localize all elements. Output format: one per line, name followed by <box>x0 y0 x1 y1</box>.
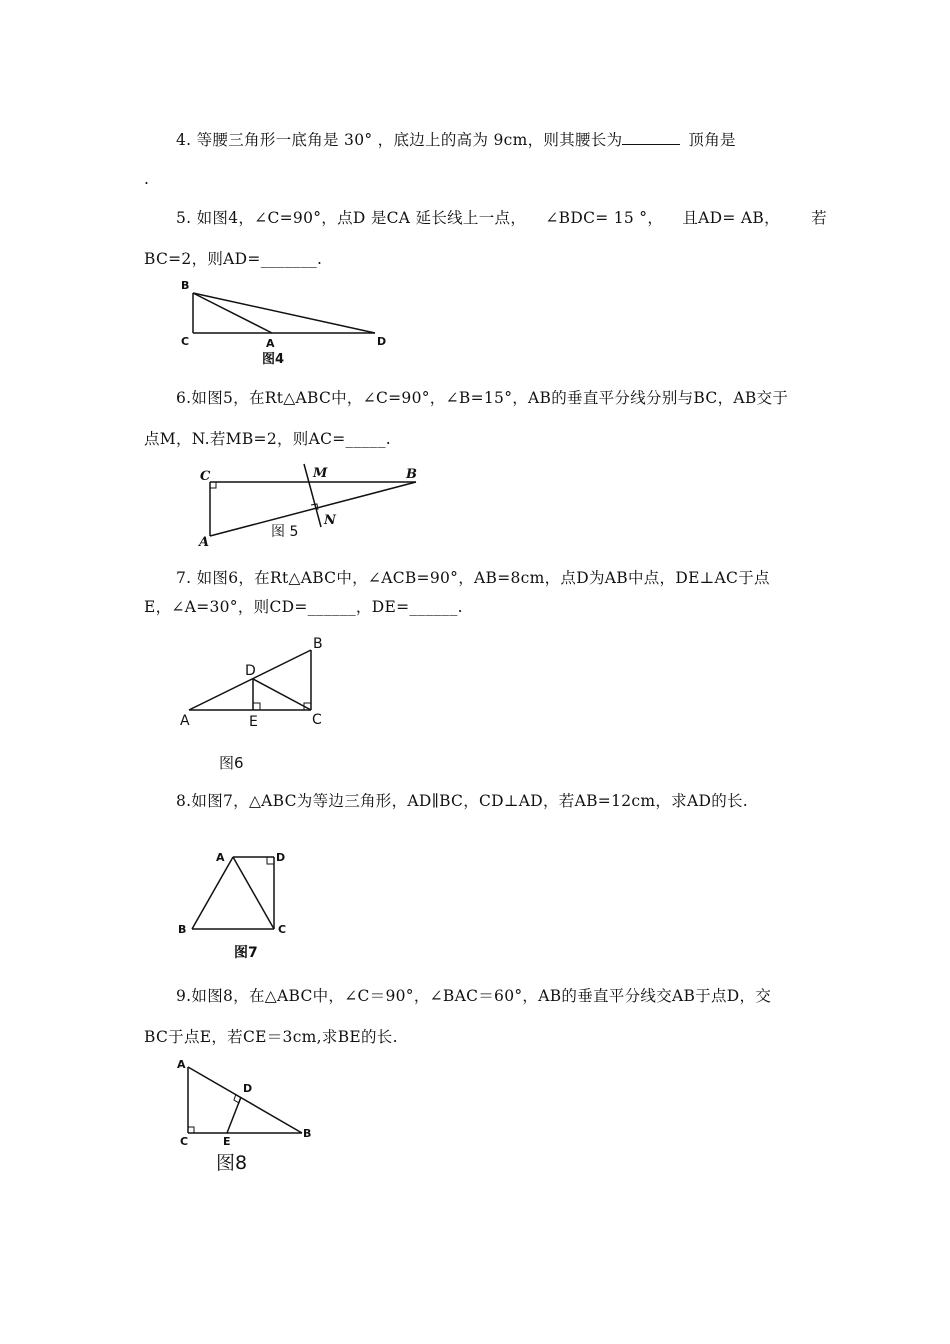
q4-text-b: 顶角是 <box>688 131 736 149</box>
fig5-label-c: C <box>200 469 211 484</box>
q5-line1-a: 5. 如图4，∠C=90°，点D 是CA 延长线上一点， <box>176 209 527 227</box>
q4-line1 <box>176 128 736 150</box>
fig6-label-a: A <box>180 713 190 729</box>
q6-line1: 6.如图5，在Rt△ABC中，∠C=90°，∠B=15°，AB的垂直平分线分别与BC，AB交于 <box>176 389 789 407</box>
fig7-label-d: D <box>276 851 286 864</box>
figure-8 <box>172 1053 332 1178</box>
q4-blank-leg <box>622 130 680 145</box>
fig7-label-b: B <box>178 923 187 936</box>
fig5-label-b: B <box>406 467 417 482</box>
q5-line2: BC=2，则AD=_______. <box>144 250 323 268</box>
fig8-caption: 图8 <box>216 1152 248 1174</box>
fig6-label-b: B <box>313 636 323 652</box>
figure-5 <box>190 460 430 550</box>
fig8-label-c: C <box>180 1135 189 1148</box>
q5-line1-c: 且AD= AB， <box>682 209 780 227</box>
figure-4 <box>170 275 400 370</box>
q6-line2: 点M，N.若MB=2，则AC=_____. <box>144 430 391 448</box>
fig6-label-d: D <box>245 663 256 679</box>
fig8-label-b: B <box>303 1127 312 1140</box>
fig5-caption: 图 5 <box>271 524 299 540</box>
fig7-label-a: A <box>216 851 225 864</box>
q7-line1: 7. 如图6，在Rt△ABC中，∠ACB=90°，AB=8cm，点D为AB中点，DE⊥AC于点 <box>176 569 770 587</box>
fig4-label-d: D <box>377 335 387 348</box>
fig4-caption: 图4 <box>262 352 285 367</box>
q5-line1-b: ∠BDC= 15 °， <box>545 209 664 227</box>
fig7-label-c: C <box>278 923 287 936</box>
fig8-label-d: D <box>243 1082 253 1095</box>
fig8-label-a: A <box>177 1058 186 1071</box>
fig7-caption: 图7 <box>234 945 258 961</box>
q9-line2: BC于点E，若CE＝3cm,求BE的长. <box>144 1028 398 1046</box>
fig4-label-c: C <box>181 335 190 348</box>
q4-text-a: 4. 等腰三角形一底角是 30° ，底边上的高为 9cm，则其腰长为 <box>176 131 623 149</box>
q7-line2: E，∠A=30°，则CD=______，DE=______. <box>144 598 463 616</box>
q8-line1: 8.如图7，△ABC为等边三角形，AD∥BC，CD⊥AD，若AB=12cm，求AD的长. <box>176 792 749 810</box>
figure-7 <box>172 845 302 965</box>
q9-line1: 9.如图8，在△ABC中，∠C＝90°，∠BAC＝60°，AB的垂直平分线交AB于点D，交 <box>176 987 772 1005</box>
q4-line2: . <box>144 170 150 188</box>
fig4-label-b: B <box>181 279 190 292</box>
fig4-label-a: A <box>266 337 275 350</box>
q5-line1 <box>176 206 827 228</box>
fig5-label-a: A <box>199 535 210 550</box>
q5-line1-d: 若 <box>811 209 827 227</box>
fig6-label-e: E <box>249 714 258 730</box>
fig5-label-m: M <box>313 466 328 481</box>
fig5-label-n: N <box>324 513 336 528</box>
fig6-label-c: C <box>312 712 322 728</box>
fig8-label-e: E <box>223 1135 231 1148</box>
figure-6 <box>175 630 335 775</box>
fig6-caption: 图6 <box>219 754 244 772</box>
